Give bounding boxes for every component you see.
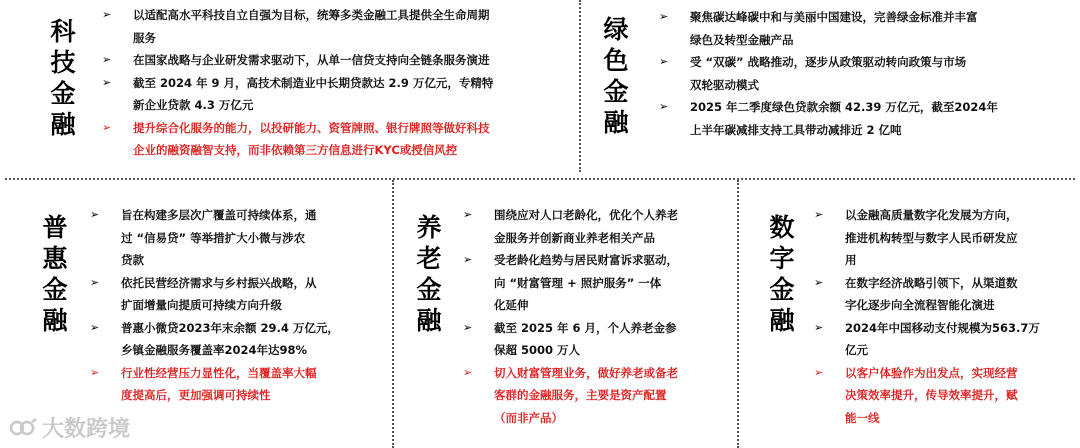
bullet-text-line: 新企业贷款 4.3 万亿元 xyxy=(133,98,254,112)
bullet-item xyxy=(659,51,998,96)
bullet-arrow-icon: ➢ xyxy=(659,10,669,23)
bullet-text-line: 过 “信易贷” 等举措扩大小微与涉农 xyxy=(121,230,306,245)
watermark-text: 大数跨境 xyxy=(42,417,131,442)
bullet-arrow-icon: ➢ xyxy=(463,365,473,379)
bullet-arrow-icon: ➢ xyxy=(814,275,824,289)
bullet-text-line: 字化逐步向全流程智能化演进 xyxy=(845,298,995,312)
section-title-pension: 养老金融 xyxy=(416,213,442,335)
bullet-item xyxy=(814,317,1040,362)
bullet-text-line: 2024年中国移动支付规模为563.7万 xyxy=(845,320,1040,335)
bullet-text-line: 扩面增量向提质可持续方向升级 xyxy=(121,298,282,312)
bullet-text-line: 企业的融资融智支持，而非依赖第三方信息进行KYC或授信风控 xyxy=(133,143,458,157)
bullet-text-line: 亿元 xyxy=(845,343,868,357)
bullet-text-line: 以适配高水平科技自立自强为目标，统筹多类金融工具提供全生命周期 xyxy=(133,8,490,22)
bullet-text-line: 贷款 xyxy=(121,253,144,267)
bullet-text-line: （而非产品） xyxy=(494,410,563,425)
bullet-item xyxy=(102,49,493,72)
bullet-text-line: 依托民营经济需求与乡村振兴战略，从 xyxy=(121,275,317,290)
bullet-item xyxy=(814,362,1040,430)
bullet-arrow-icon: ➢ xyxy=(90,275,100,289)
bullet-item xyxy=(463,317,678,362)
watermark xyxy=(10,412,130,443)
bullet-arrow-icon: ➢ xyxy=(102,8,112,21)
bullet-text-line: 在国家战略与企业研发需求驱动下，从单一信贷支持向全链条服务演进 xyxy=(133,53,490,67)
bullet-text-line: 用 xyxy=(845,253,857,267)
bullet-text-line: 度提高后，更加强调可持续性 xyxy=(121,388,271,402)
logo-icon xyxy=(10,417,38,439)
bullet-arrow-icon: ➢ xyxy=(102,120,112,134)
bullet-item xyxy=(463,204,678,249)
bullet-arrow-icon: ➢ xyxy=(814,365,824,379)
bullet-text-line: 旨在构建多层次广覆盖可持续体系，通 xyxy=(121,208,317,222)
bullet-text-line: 以金融高质量数字化发展为方向， xyxy=(845,208,1018,222)
bullet-text-line: 提升综合化服务的能力，以投研能力、资管牌照、银行牌照等做好科技 xyxy=(133,120,490,135)
divider-bottom-left xyxy=(392,180,394,448)
bullet-text-line: 围绕应对人口老龄化，优化个人养老 xyxy=(494,208,678,222)
bullet-text-line: 能一线 xyxy=(845,410,880,425)
bullet-item xyxy=(90,362,339,407)
bullet-text-line: 上半年碳减排支持工具带动减排近 2 亿吨 xyxy=(690,122,902,137)
divider-bottom-right xyxy=(737,180,739,448)
bullet-text-line: 推进机构转型与数字人民币研发应 xyxy=(845,230,1018,245)
panel-sci-tech xyxy=(102,4,494,162)
bullet-arrow-icon: ➢ xyxy=(102,53,112,66)
bullet-item xyxy=(659,6,998,51)
bullet-item xyxy=(90,317,339,362)
bullet-item xyxy=(814,272,1040,317)
divider-middle xyxy=(5,178,1075,180)
bullet-item xyxy=(102,4,493,49)
bullet-item xyxy=(814,204,1040,272)
bullet-item xyxy=(90,272,339,317)
bullet-text-line: 乡镇金融服务覆盖率2024年达98% xyxy=(121,343,308,357)
bullet-text-line: 2025 年二季度绿色贷款余额 42.39 万亿元，截至2024年 xyxy=(690,100,998,114)
bullet-text-line: 绿色及转型金融产品 xyxy=(690,32,794,47)
bullet-item xyxy=(659,96,998,141)
section-title-green: 绿色金融 xyxy=(603,15,629,137)
bullet-arrow-icon: ➢ xyxy=(814,208,824,221)
bullet-arrow-icon: ➢ xyxy=(102,75,112,89)
bullet-text-line: 客群的金融服务，主要是资产配置 xyxy=(494,388,667,402)
bullet-text-line: 聚焦碳达峰碳中和与美丽中国建设，完善绿金标准并丰富 xyxy=(690,10,978,24)
panel-green xyxy=(659,6,998,141)
bullet-arrow-icon: ➢ xyxy=(814,320,824,334)
bullet-item xyxy=(90,204,339,272)
section-title-digital: 数字金融 xyxy=(769,213,795,335)
bullet-item xyxy=(102,72,494,117)
section-title-inclusive: 普惠金融 xyxy=(42,213,68,335)
bullet-arrow-icon: ➢ xyxy=(90,365,100,379)
bullet-text-line: 受老龄化趋势与居民财富诉求驱动， xyxy=(494,253,678,267)
bullet-text-line: 受 “双碳” 战略推动，逐步从政策驱动转向政策与市场 xyxy=(690,55,967,69)
bullet-text-line: 保超 5000 万人 xyxy=(494,343,581,357)
bullet-item xyxy=(463,249,678,317)
bullet-arrow-icon: ➢ xyxy=(90,320,100,334)
bullet-text-line: 向 “财富管理 + 照护服务” 一体 xyxy=(494,275,662,290)
bullet-arrow-icon: ➢ xyxy=(463,208,473,221)
bullet-item xyxy=(463,362,678,430)
bullet-text-line: 决策效率提升，传导效率提升，赋 xyxy=(845,388,1018,402)
divider-top-center xyxy=(579,0,581,172)
section-title-sci-tech: 科技金融 xyxy=(50,17,76,139)
bullet-arrow-icon: ➢ xyxy=(659,55,669,68)
bullet-arrow-icon: ➢ xyxy=(463,253,473,266)
bullet-text-line: 在数字经济战略引领下，从渠道数 xyxy=(845,275,1018,290)
panel-digital xyxy=(814,204,1040,429)
bullet-text-line: 切入财富管理业务，做好养老或备老 xyxy=(494,365,678,380)
panel-inclusive xyxy=(90,204,339,407)
bullet-arrow-icon: ➢ xyxy=(463,320,473,334)
bullet-text-line: 服务 xyxy=(133,30,156,45)
bullet-text-line: 行业性经营压力显性化，当覆盖率大幅 xyxy=(121,365,317,380)
bullet-arrow-icon: ➢ xyxy=(90,208,100,221)
bullet-text-line: 以客户体验作为出发点，实现经营 xyxy=(845,365,1018,380)
bullet-text-line: 普惠小微贷2023年末余额 29.4 万亿元， xyxy=(121,320,339,335)
bullet-text-line: 截至 2024 年 9 月，高技术制造业中长期贷款达 2.9 万亿元，专精特 xyxy=(133,75,494,90)
bullet-text-line: 双轮驱动模式 xyxy=(690,77,759,92)
bullet-item xyxy=(102,117,493,162)
bullet-arrow-icon: ➢ xyxy=(659,100,669,113)
panel-pension xyxy=(463,204,678,429)
bullet-text-line: 化延伸 xyxy=(494,298,529,312)
bullet-text-line: 金服务并创新商业养老相关产品 xyxy=(494,230,655,245)
bullet-text-line: 截至 2025 年 6 月，个人养老金参 xyxy=(494,320,677,335)
